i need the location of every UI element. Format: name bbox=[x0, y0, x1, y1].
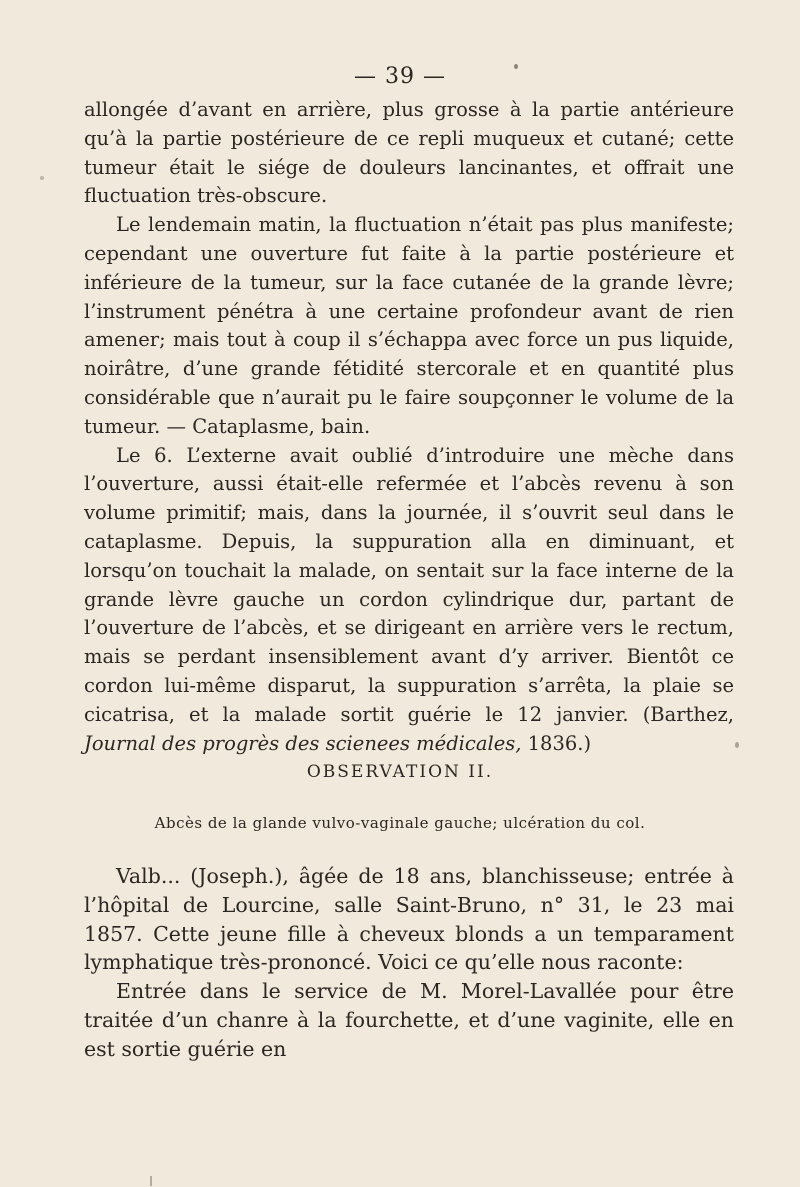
print-speck bbox=[735, 742, 739, 748]
body-text-bottom bbox=[84, 862, 734, 1064]
paragraph-history: Entrée dans le service de M. Morel-Lavallée pour être traitée d’un chanre à la fourchette, et d’une vaginite, elle en est sortie guérie en bbox=[84, 979, 734, 1061]
page-number: — 39 — bbox=[354, 64, 446, 89]
journal-citation: Journal des progrès des scienees médicales, bbox=[84, 731, 522, 755]
print-speck bbox=[150, 1176, 152, 1186]
paragraph-continuation: allongée d’avant en arrière, plus grosse à la partie antérieure qu’à la partie postérieure de ce repli muqueux et cutané; cette tumeur était le siége de douleurs lancinantes, et offrait une fluctuation très-obscure. bbox=[84, 98, 734, 208]
citation-year: 1836.) bbox=[521, 731, 592, 755]
paragraph-le6 bbox=[84, 442, 734, 759]
paragraph-lendemain: Le lendemain matin, la fluctuation n’était pas plus manifeste; cependant une ouverture fut faite à la partie postérieure et inférieure de la tumeur, sur la face cutanée de la grande lèvre; l’instrument pénétra à une certaine profondeur avant de rien amener; mais tout à coup il s’échappa avec force un pus liquide, noirâtre, d’une grande fétidité stercorale et en quantité plus considérable que n’aurait pu le faire soupçonner le volume de la tumeur. — Cataplasme, bain. bbox=[84, 213, 734, 438]
observation-subheading: Abcès de la glande vulvo-vaginale gauche; ulcération du col. bbox=[154, 814, 646, 832]
paragraph-le6-text: Le 6. L’externe avait oublié d’introduire une mèche dans l’ouverture, aussi était-elle refermée et l’abcès revenu à son volume primitif; mais, dans la journée, il s’ouvrit seul dans le cataplasme. Depuis, la suppuration alla en diminuant, et lorsqu’on touchait la malade, on sentait sur la face interne de la grande lèvre gauche un cordon cylindrique dur, partant de l’ouverture de l’abcès, et se dirigeant en arrière vers le rectum, mais se perdant insensiblement avant d’y arriver. Bientôt ce cordon lui-même disparut, la suppuration s’arrêta, la plaie se cicatrisa, et la malade sortit guérie le 12 janvier. (Barthez, bbox=[84, 443, 734, 726]
print-speck bbox=[514, 64, 518, 69]
print-speck bbox=[40, 176, 44, 180]
observation-heading: OBSERVATION II. bbox=[306, 762, 494, 782]
body-text-top bbox=[84, 96, 734, 758]
paragraph-patient-intro: Valb... (Joseph.), âgée de 18 ans, blanchisseuse; entrée à l’hôpital de Lourcine, salle Saint-Bruno, n° 31, le 23 mai 1857. Cette jeune fille à cheveux blonds a un temparament lymphatique très-prononcé. Voici ce qu’elle nous raconte: bbox=[84, 864, 734, 975]
